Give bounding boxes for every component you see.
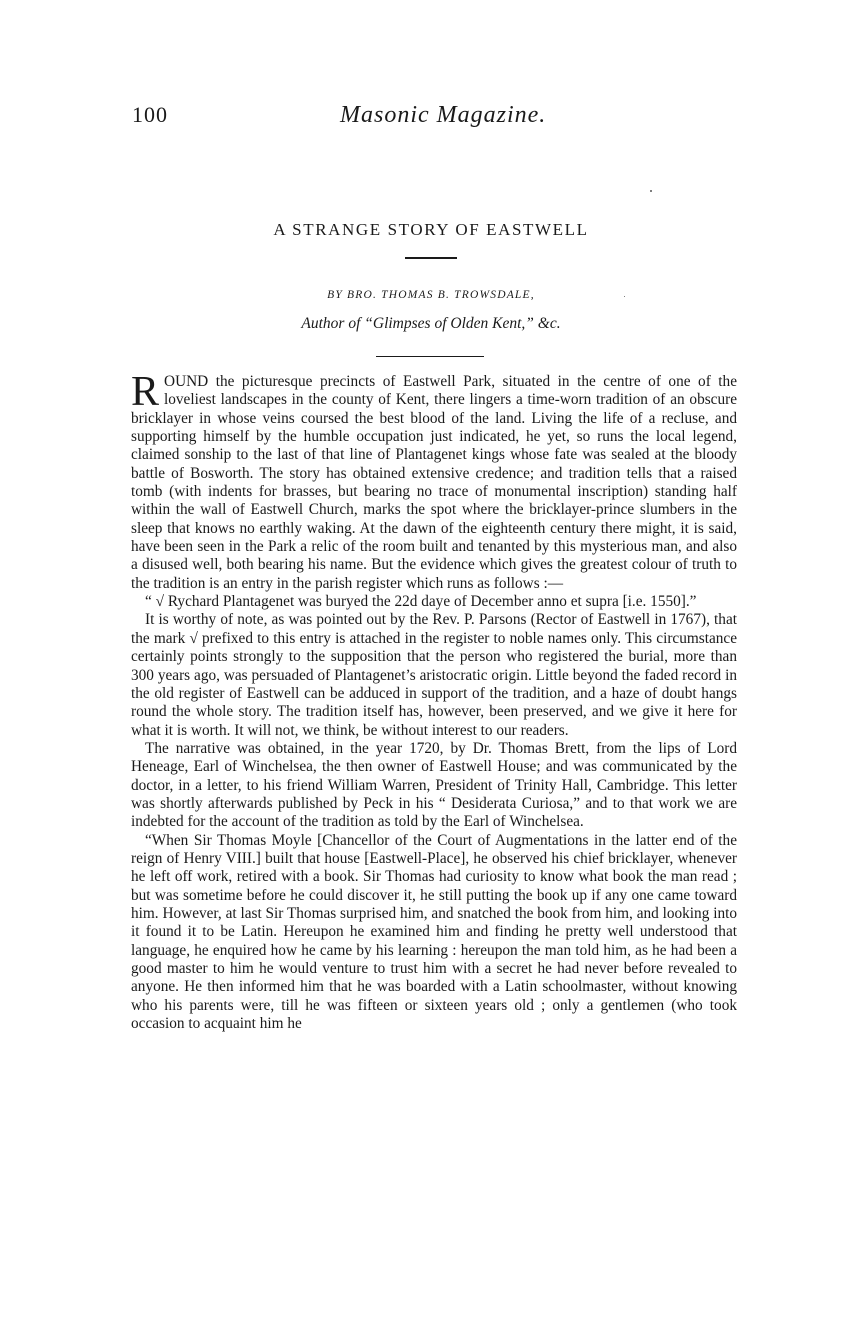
title-divider-rule [405, 257, 457, 259]
paragraph-text: OUND the picturesque precincts of Eastwell Park, situated in the centre of one of the loveliest landscapes in the county of Kent, there lingers a time-worn tradition of an obscure bricklayer in whose veins coursed the best blood of the land. Living the life of a recluse, and supporting himself by the humble occupation just indicated, he yet, so runs the local legend, claimed sonship to the last of that line of Plantagenet kings whose fate was sealed at the bloody battle of Bosworth. The story has obtained extensive credence; and tradition tells that a raised tomb (with indents for brasses, but bearing no trace of monumental inscription) standing half within the wall of Eastwell Church, marks the spot where the bricklayer-prince slumbers in the sleep that knows no earthly waking. At the dawn of the eighteenth century there might, it is said, have been seen in the Park a relic of the room built and tenanted by this mysterious man, and also a disused well, both bearing his name. But the evidence which gives the greatest colour of truth to the tradition is an entry in the parish register which runs as follows :— [131, 373, 737, 592]
print-speck [650, 190, 652, 192]
paragraph-register-quote: “ √ Rychard Plantagenet was buryed the 22d daye of December anno et supra [i.e. 1550].” [145, 593, 697, 611]
drop-cap: R [131, 369, 160, 415]
running-head [120, 102, 740, 132]
page-number: 100 [132, 102, 168, 127]
byline-divider-rule [376, 356, 484, 357]
article-title: A STRANGE STORY OF EASTWELL [273, 220, 589, 239]
journal-title: Masonic Magazine. [340, 102, 547, 128]
paragraph: It is worthy of note, as was pointed out by the Rev. P. Parsons (Rector of Eastwell in 1767), that the mark √ prefixed to this entry is attached in the register to noble names only. This circumstance certainly points strongly to the supposition that the person who registered the burial, more than 300 years ago, was persuaded of Plantagenet’s aristocratic origin. Little beyond the faded record in the old register of Eastwell can be adduced in support of the tradition, and a haze of doubt hangs round the whole story. The tradition itself has, however, been preserved, and we give it here for what it is worth. It will not, we think, be without interest to our readers. [131, 611, 737, 739]
print-speck [624, 296, 625, 297]
author-byline: BY BRO. THOMAS B. TROWSDALE, [327, 289, 535, 301]
paragraph-opening [131, 369, 737, 593]
article-body [131, 369, 737, 1033]
paragraph: The narrative was obtained, in the year 1720, by Dr. Thomas Brett, from the lips of Lord Heneage, Earl of Winchelsea, the then owner of Eastwell House; and was communicated by the doctor, in a letter, to his friend William Warren, President of Trinity Hall, Cambridge. This letter was shortly afterwards published by Peck in his “ Desiderata Curiosa,” and to that work we are indebted for the account of the tradition as told by the Earl of Winchelsea. [131, 739, 737, 831]
author-credit: Author of “Glimpses of Olden Kent,” &c. [301, 315, 561, 332]
paragraph: “When Sir Thomas Moyle [Chancellor of the Court of Augmentations in the latter end of the reign of Henry VIII.] built that house [Eastwell-Place], he observed his chief bricklayer, whenever he left off work, retired with a book. Sir Thomas had curiosity to know what book the man read ; but was sometime before he could discover it, he still putting the book up if any one came toward him. However, at last Sir Thomas surprised him, and snatched the book from him, and looking into it found it to be Latin. Hereupon he examined him and finding he pretty well understood that language, he enquired how he came by his learning : hereupon the man told him, as he had been a good master to him he would venture to trust him with a secret he had never before revealed to anyone. He then informed him that he was boarded with a Latin schoolmaster, without knowing who his parents were, till he was fifteen or sixteen years old ; only a gentlemen (who took occasion to acquaint him he [131, 831, 737, 1033]
